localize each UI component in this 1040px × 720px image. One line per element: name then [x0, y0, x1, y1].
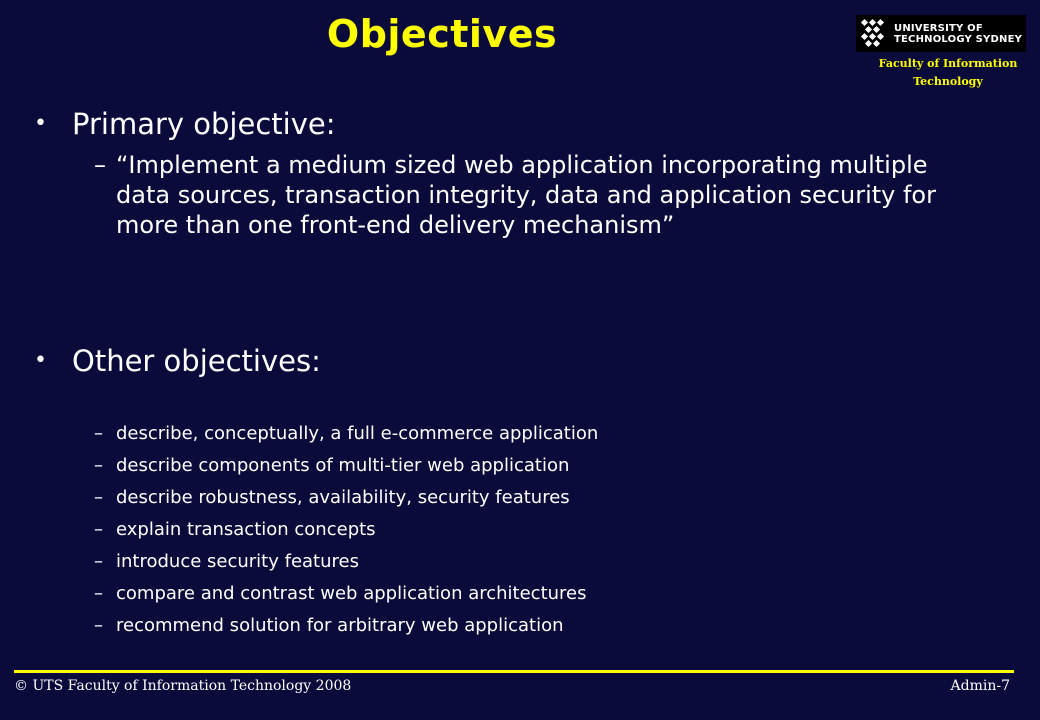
- uts-logo: [856, 15, 1026, 52]
- faculty-caption: [856, 55, 1040, 91]
- dash-marker: –: [94, 583, 103, 604]
- list-item-text: describe components of multi-tier web application: [116, 455, 570, 476]
- list-item: [94, 514, 598, 546]
- footer-slide-number: Admin-7: [950, 678, 1010, 694]
- dash-marker: –: [94, 551, 103, 572]
- faculty-line-1: Faculty of Information: [878, 57, 1018, 70]
- primary-objective-quote: [94, 150, 954, 240]
- dash-marker: –: [94, 151, 106, 179]
- list-item: [94, 418, 598, 450]
- dash-marker: –: [94, 423, 103, 444]
- dash-marker: –: [94, 455, 103, 476]
- bullet-icon: •: [34, 348, 47, 373]
- dash-marker: –: [94, 615, 103, 636]
- list-item: [94, 482, 598, 514]
- footer-copyright: © UTS Faculty of Information Technology 2008: [14, 678, 352, 694]
- list-item: [94, 450, 598, 482]
- list-item-text: describe, conceptually, a full e-commerce application: [116, 423, 599, 444]
- dash-marker: –: [94, 487, 103, 508]
- primary-objective-text: “Implement a medium sized web application incorporating multiple data sources, transaction integrity, data and application security for more than one front-end delivery mechanism”: [116, 151, 936, 239]
- other-objectives-label: Other objectives:: [72, 344, 321, 378]
- dash-marker: –: [94, 519, 103, 540]
- uts-logo-mark-icon: [858, 17, 890, 51]
- page-title: Objectives: [326, 12, 558, 56]
- list-item-text: explain transaction concepts: [116, 519, 376, 540]
- list-item: [94, 578, 598, 610]
- uts-logo-text: [894, 23, 1022, 45]
- list-item-text: introduce security features: [116, 551, 359, 572]
- list-item: [94, 610, 598, 642]
- bullet-icon: •: [34, 111, 47, 136]
- logo-line-2: TECHNOLOGY SYDNEY: [894, 33, 1023, 45]
- list-item-text: recommend solution for arbitrary web application: [116, 615, 564, 636]
- primary-objective-label: Primary objective:: [72, 107, 336, 141]
- other-objectives-list: [94, 418, 598, 642]
- logo-line-1: UNIVERSITY OF: [894, 22, 983, 34]
- faculty-line-2: Technology: [913, 75, 983, 88]
- list-item: [94, 546, 598, 578]
- list-item-text: describe robustness, availability, security features: [116, 487, 570, 508]
- footer-divider: [14, 670, 1014, 673]
- list-item-text: compare and contrast web application architectures: [116, 583, 587, 604]
